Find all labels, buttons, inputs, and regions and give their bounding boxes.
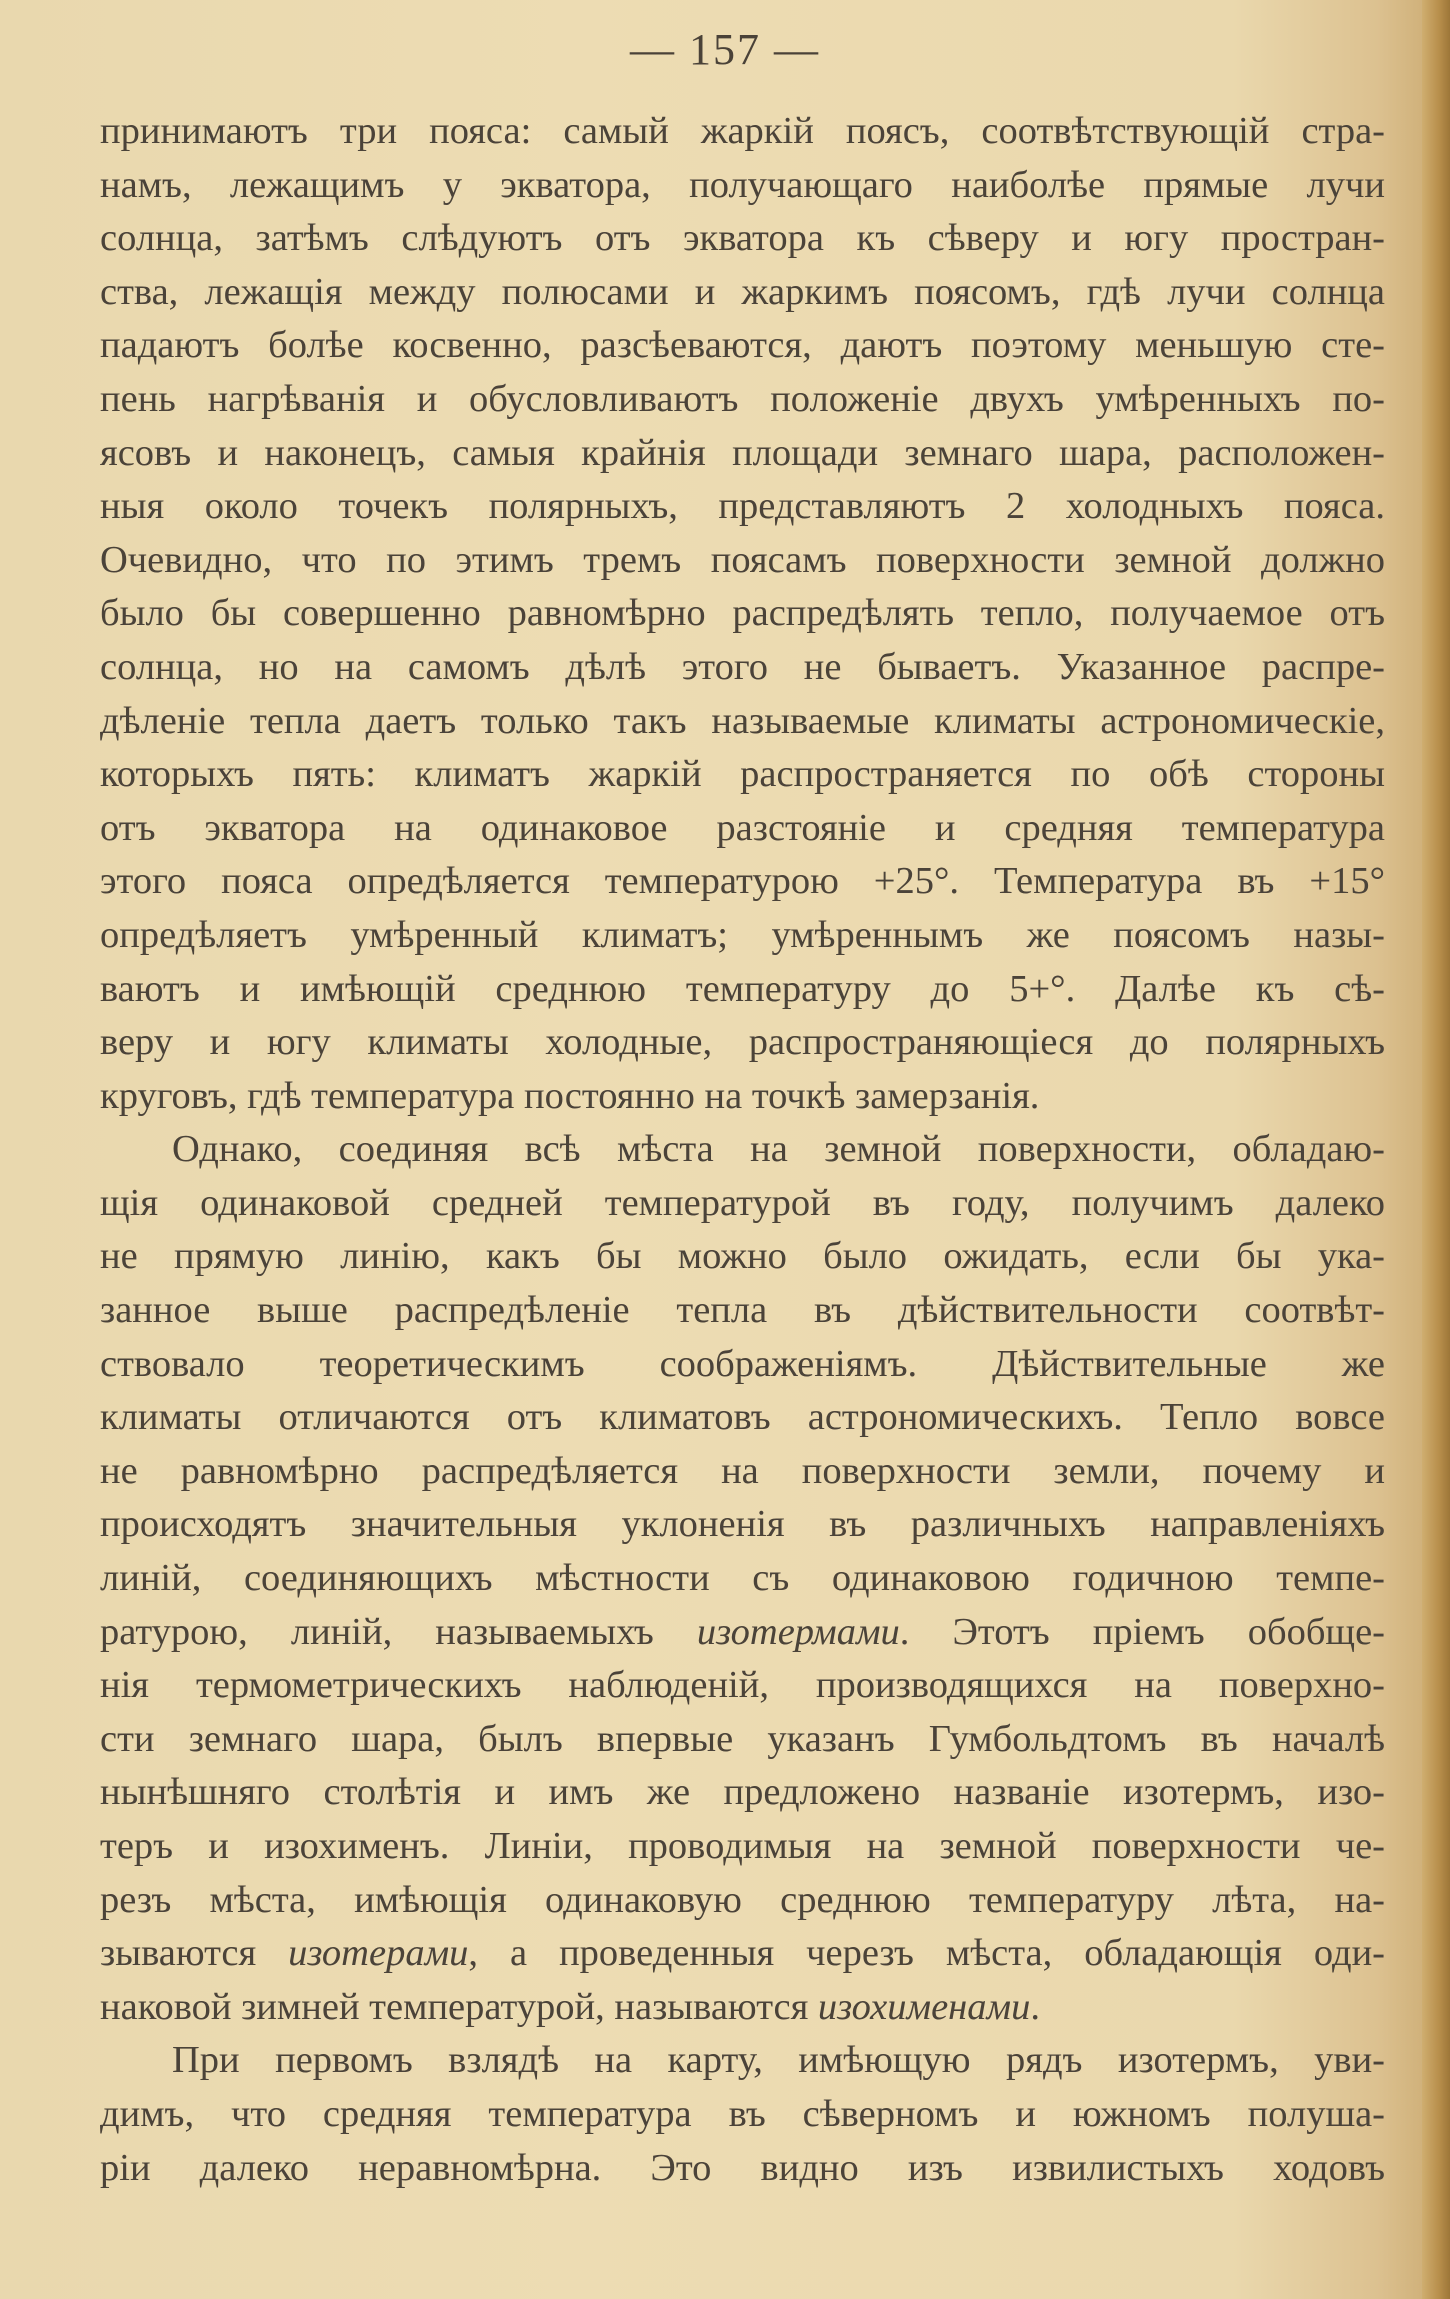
- text-line: отъ экватора на одинаковое разстояніе и средняя температура: [100, 806, 1385, 849]
- text-line: ваютъ и имѣющій среднюю температуру до 5+°. Далѣе къ сѣ-: [100, 967, 1385, 1010]
- text-line: Очевидно, что по этимъ тремъ поясамъ поверхности земной должно: [100, 538, 1385, 581]
- text-line: которыхъ пять: климатъ жаркій распространяется по обѣ стороны: [100, 753, 1385, 796]
- text-line: нія термометрическихъ наблюденій, производящихся на поверхно-: [100, 1664, 1385, 1707]
- text-line: происходятъ значительныя уклоненія въ различныхъ направленіяхъ: [100, 1503, 1385, 1546]
- text-line: принимаютъ три пояса: самый жаркій поясъ, соотвѣтствующій стра-: [100, 110, 1385, 152]
- text-line: солнца, но на самомъ дѣлѣ этого не бываетъ. Указанное распре-: [100, 645, 1385, 688]
- page-edge-shadow: [1422, 0, 1450, 2299]
- page-number: — 157 —: [630, 25, 820, 74]
- text-line: опредѣляетъ умѣренный климатъ; умѣреннымъ же поясомъ назы-: [100, 913, 1385, 956]
- text-line: димъ, что средняя температура въ сѣверномъ и южномъ полуша-: [100, 2092, 1385, 2135]
- text-line: было бы совершенно равномѣрно распредѣлять тепло, получаемое отъ: [100, 592, 1385, 635]
- text-line: падаютъ болѣе косвенно, разсѣеваются, даютъ поэтому меньшую сте-: [100, 324, 1385, 367]
- text-line: теръ и изохименъ. Линіи, проводимыя на земной поверхности че-: [100, 1825, 1385, 1867]
- text-line: резъ мѣста, имѣющія одинаковую среднюю температуру лѣта, на-: [100, 1878, 1385, 1921]
- text-line: ства, лежащія между полюсами и жаркимъ поясомъ, гдѣ лучи солнца: [100, 270, 1385, 313]
- text-line: нынѣшняго столѣтія и имъ же предложено названіе изотермъ, изо-: [100, 1771, 1385, 1814]
- text-line: наковой зимней температурой, называются изохименами.: [100, 1985, 1040, 2028]
- text-line: дѣленіе тепла даетъ только такъ называемые климаты астрономическіе,: [100, 699, 1385, 742]
- text-line: При первомъ взлядѣ на карту, имѣющую рядъ изотермъ, уви-: [172, 2039, 1385, 2082]
- text-line: круговъ, гдѣ температура постоянно на точкѣ замерзанія.: [100, 1074, 1040, 1117]
- text-line: щія одинаковой средней температурой въ году, получимъ далеко: [100, 1181, 1385, 1224]
- text-line: не прямую линію, какъ бы можно было ожидать, если бы ука-: [100, 1235, 1385, 1278]
- text-line: занное выше распредѣленіе тепла въ дѣйствительности соотвѣт-: [100, 1289, 1385, 1332]
- text-line: ріи далеко неравномѣрна. Это видно изъ извилистыхъ ходовъ: [100, 2146, 1385, 2189]
- text-line: этого пояса опредѣляется температурою +25°. Температура въ +15°: [100, 860, 1385, 903]
- text-line: ратурою, линій, называемыхъ изотермами. Этотъ пріемъ обобще-: [100, 1610, 1385, 1653]
- text-line: не равномѣрно распредѣляется на поверхности земли, почему и: [100, 1449, 1385, 1492]
- paragraph-1: [100, 105, 1385, 1123]
- text-line: солнца, затѣмъ слѣдуютъ отъ экватора къ сѣверу и югу простран-: [100, 217, 1385, 260]
- italic-term: изотерами: [288, 1932, 469, 1975]
- text-line: сти земнаго шара, былъ впервые указанъ Гумбольдтомъ въ началѣ: [100, 1717, 1385, 1760]
- text-line: ясовъ и наконецъ, самыя крайнія площади земнаго шара, расположен-: [100, 431, 1385, 474]
- italic-term: изохименами: [817, 1985, 1031, 2028]
- text-line: линій, соединяющихъ мѣстности съ одинаковою годичною темпе-: [100, 1557, 1385, 1600]
- text-line: веру и югу климаты холодные, распространяющіеся до полярныхъ: [100, 1021, 1385, 1064]
- text-line: пень нагрѣванія и обусловливаютъ положеніе двухъ умѣренныхъ по-: [100, 377, 1385, 420]
- text-line: зываются изотерами, а проведенныя черезъ мѣста, обладающія оди-: [100, 1932, 1385, 1975]
- body-text: [100, 105, 1385, 2195]
- paragraph-3: [100, 2034, 1385, 2195]
- text-line: климаты отличаются отъ климатовъ астрономическихъ. Тепло вовсе: [100, 1396, 1385, 1439]
- text-line: намъ, лежащимъ у экватора, получающаго наиболѣе прямые лучи: [100, 163, 1385, 206]
- paragraph-2: [100, 1123, 1385, 2034]
- text-line: Однако, соединяя всѣ мѣста на земной поверхности, обладаю-: [172, 1128, 1385, 1171]
- italic-term: изотермами: [696, 1610, 900, 1653]
- text-line: ствовало теоретическимъ соображеніямъ. Дѣйствительные же: [100, 1342, 1385, 1385]
- text-line: ныя около точекъ полярныхъ, представляютъ 2 холодныхъ пояса.: [100, 485, 1385, 528]
